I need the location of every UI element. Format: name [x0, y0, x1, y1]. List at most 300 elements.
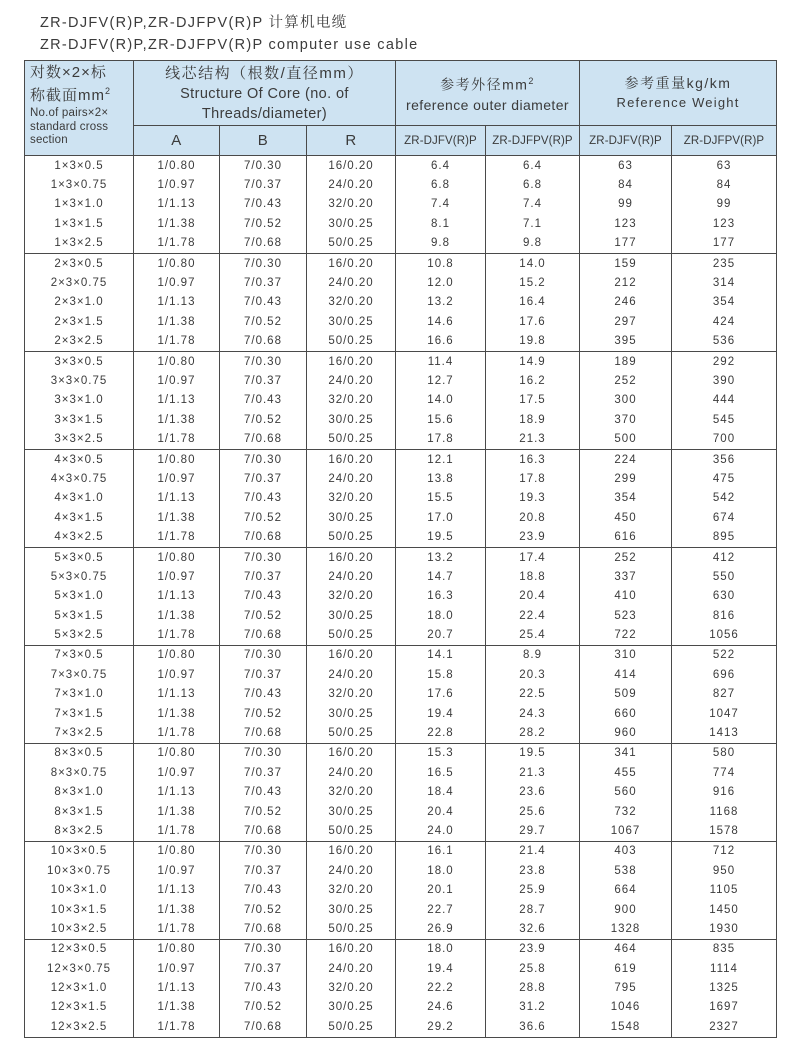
table-row — [25, 567, 777, 586]
cell-wt-zr-djfv: 509 — [580, 685, 672, 704]
cell-od-zr-djfpv: 17.6 — [486, 312, 580, 331]
cell-wt-zr-djfpv: 1578 — [672, 821, 777, 841]
cell-wt-zr-djfpv: 99 — [672, 195, 777, 214]
cell-pairs-cross-section: 8×3×2.5 — [25, 821, 134, 841]
cell-pairs-cross-section: 10×3×1.0 — [25, 880, 134, 899]
table-row — [25, 959, 777, 978]
cable-spec-table — [24, 60, 777, 1038]
cell-structure-b: 7/0.52 — [220, 508, 307, 527]
table-row — [25, 273, 777, 292]
cell-od-zr-djfpv: 28.8 — [486, 978, 580, 997]
spec-group — [25, 841, 777, 939]
cell-pairs-cross-section: 4×3×0.75 — [25, 469, 134, 488]
cell-wt-zr-djfv: 538 — [580, 861, 672, 880]
cell-structure-r: 50/0.25 — [307, 234, 396, 254]
cell-structure-a: 1/0.80 — [134, 156, 220, 176]
cell-wt-zr-djfpv: 545 — [672, 410, 777, 429]
table-header — [25, 61, 777, 156]
cell-od-zr-djfv: 15.5 — [396, 489, 486, 508]
table-row — [25, 351, 777, 371]
cell-od-zr-djfv: 19.5 — [396, 527, 486, 547]
cell-pairs-cross-section: 1×3×0.75 — [25, 175, 134, 194]
cell-structure-r: 32/0.20 — [307, 783, 396, 802]
cell-wt-zr-djfpv: 950 — [672, 861, 777, 880]
table-row — [25, 469, 777, 488]
cell-structure-a: 1/0.80 — [134, 351, 220, 371]
cell-od-zr-djfv: 9.8 — [396, 234, 486, 254]
cell-pairs-cross-section: 7×3×2.5 — [25, 723, 134, 743]
table-row — [25, 645, 777, 665]
cell-od-zr-djfpv: 16.4 — [486, 293, 580, 312]
cell-structure-r: 50/0.25 — [307, 429, 396, 449]
spec-group — [25, 449, 777, 547]
cell-structure-a: 1/1.13 — [134, 293, 220, 312]
cell-structure-b: 7/0.30 — [220, 547, 307, 567]
subheader-od-zr-djfpv: ZR-DJFPV(R)P — [486, 126, 580, 156]
cell-structure-a: 1/1.38 — [134, 214, 220, 233]
cell-wt-zr-djfv: 224 — [580, 449, 672, 469]
cell-structure-b: 7/0.52 — [220, 998, 307, 1017]
cell-wt-zr-djfpv: 424 — [672, 312, 777, 331]
table-row — [25, 743, 777, 763]
cell-structure-a: 1/1.13 — [134, 685, 220, 704]
cell-pairs-cross-section: 8×3×0.5 — [25, 743, 134, 763]
cell-pairs-cross-section: 7×3×1.0 — [25, 685, 134, 704]
cell-structure-b: 7/0.30 — [220, 743, 307, 763]
cell-pairs-cross-section: 10×3×0.5 — [25, 841, 134, 861]
cell-wt-zr-djfv: 246 — [580, 293, 672, 312]
cell-structure-a: 1/1.78 — [134, 234, 220, 254]
table-row — [25, 939, 777, 959]
cell-structure-a: 1/1.13 — [134, 587, 220, 606]
cell-structure-r: 30/0.25 — [307, 704, 396, 723]
cell-od-zr-djfpv: 21.3 — [486, 763, 580, 782]
table-row — [25, 449, 777, 469]
cell-od-zr-djfpv: 17.5 — [486, 391, 580, 410]
table-row — [25, 371, 777, 390]
cell-structure-a: 1/0.80 — [134, 253, 220, 273]
cell-wt-zr-djfv: 1067 — [580, 821, 672, 841]
table-row — [25, 214, 777, 233]
cell-wt-zr-djfpv: 390 — [672, 371, 777, 390]
cell-od-zr-djfv: 22.7 — [396, 900, 486, 919]
spec-group — [25, 547, 777, 645]
cell-structure-b: 7/0.30 — [220, 449, 307, 469]
cell-structure-r: 32/0.20 — [307, 391, 396, 410]
cell-structure-a: 1/1.13 — [134, 978, 220, 997]
cell-od-zr-djfpv: 32.6 — [486, 919, 580, 939]
cell-pairs-cross-section: 8×3×0.75 — [25, 763, 134, 782]
cell-structure-b: 7/0.37 — [220, 959, 307, 978]
cell-wt-zr-djfpv: 1325 — [672, 978, 777, 997]
cell-od-zr-djfpv: 21.3 — [486, 429, 580, 449]
cell-od-zr-djfv: 20.1 — [396, 880, 486, 899]
spec-group — [25, 156, 777, 254]
cell-od-zr-djfpv: 23.8 — [486, 861, 580, 880]
cell-wt-zr-djfpv: 123 — [672, 214, 777, 233]
cell-structure-a: 1/1.78 — [134, 821, 220, 841]
cell-od-zr-djfv: 16.6 — [396, 332, 486, 352]
table-row — [25, 821, 777, 841]
cell-od-zr-djfpv: 25.4 — [486, 625, 580, 645]
cell-structure-r: 50/0.25 — [307, 821, 396, 841]
cell-wt-zr-djfv: 410 — [580, 587, 672, 606]
cell-structure-r: 30/0.25 — [307, 998, 396, 1017]
cell-wt-zr-djfpv: 1413 — [672, 723, 777, 743]
cell-wt-zr-djfpv: 580 — [672, 743, 777, 763]
cell-structure-r: 16/0.20 — [307, 939, 396, 959]
cell-wt-zr-djfv: 732 — [580, 802, 672, 821]
cell-structure-r: 32/0.20 — [307, 685, 396, 704]
cell-od-zr-djfv: 16.3 — [396, 587, 486, 606]
cell-pairs-cross-section: 10×3×2.5 — [25, 919, 134, 939]
cell-wt-zr-djfv: 403 — [580, 841, 672, 861]
table-row — [25, 861, 777, 880]
cell-structure-a: 1/0.80 — [134, 939, 220, 959]
cell-od-zr-djfpv: 14.9 — [486, 351, 580, 371]
cell-wt-zr-djfpv: 916 — [672, 783, 777, 802]
cell-od-zr-djfpv: 17.4 — [486, 547, 580, 567]
table-row — [25, 508, 777, 527]
cell-structure-b: 7/0.43 — [220, 978, 307, 997]
cell-od-zr-djfv: 13.2 — [396, 547, 486, 567]
cell-pairs-cross-section: 8×3×1.0 — [25, 783, 134, 802]
cell-od-zr-djfpv: 22.4 — [486, 606, 580, 625]
cell-structure-a: 1/1.38 — [134, 312, 220, 331]
header-od-zh: 参考外径$mm^2$ — [440, 76, 535, 93]
cell-pairs-cross-section: 1×3×1.5 — [25, 214, 134, 233]
cell-structure-b: 7/0.43 — [220, 391, 307, 410]
cell-od-zr-djfv: 15.8 — [396, 665, 486, 684]
cell-structure-a: 1/0.97 — [134, 273, 220, 292]
cell-od-zr-djfpv: 20.8 — [486, 508, 580, 527]
cell-structure-r: 50/0.25 — [307, 625, 396, 645]
cell-od-zr-djfv: 18.0 — [396, 861, 486, 880]
cell-structure-r: 32/0.20 — [307, 880, 396, 899]
cell-structure-a: 1/1.78 — [134, 527, 220, 547]
cell-structure-a: 1/0.97 — [134, 763, 220, 782]
table-row — [25, 880, 777, 899]
cell-od-zr-djfpv: 7.4 — [486, 195, 580, 214]
cell-od-zr-djfpv: 20.3 — [486, 665, 580, 684]
cell-structure-b: 7/0.37 — [220, 175, 307, 194]
cell-od-zr-djfv: 14.6 — [396, 312, 486, 331]
cell-od-zr-djfv: 15.3 — [396, 743, 486, 763]
cell-wt-zr-djfv: 341 — [580, 743, 672, 763]
cell-structure-a: 1/0.97 — [134, 959, 220, 978]
cell-structure-a: 1/1.78 — [134, 625, 220, 645]
cell-structure-r: 30/0.25 — [307, 508, 396, 527]
cell-pairs-cross-section: 3×3×0.75 — [25, 371, 134, 390]
cell-pairs-cross-section: 12×3×2.5 — [25, 1017, 134, 1037]
cell-pairs-cross-section: 3×3×0.5 — [25, 351, 134, 371]
cell-structure-a: 1/1.13 — [134, 391, 220, 410]
cell-structure-r: 32/0.20 — [307, 195, 396, 214]
cell-wt-zr-djfpv: 712 — [672, 841, 777, 861]
cell-wt-zr-djfv: 616 — [580, 527, 672, 547]
table-row — [25, 587, 777, 606]
cell-wt-zr-djfv: 370 — [580, 410, 672, 429]
page-title-zh: ZR-DJFV(R)P,ZR-DJFPV(R)P 计算机电缆 — [40, 15, 348, 31]
cell-structure-r: 32/0.20 — [307, 587, 396, 606]
cell-pairs-cross-section: 12×3×0.75 — [25, 959, 134, 978]
header-reference-weight — [580, 61, 777, 126]
cell-wt-zr-djfv: 795 — [580, 978, 672, 997]
table-row — [25, 723, 777, 743]
cell-od-zr-djfv: 17.6 — [396, 685, 486, 704]
cell-wt-zr-djfv: 310 — [580, 645, 672, 665]
cell-structure-a: 1/1.38 — [134, 606, 220, 625]
cell-pairs-cross-section: 2×3×0.75 — [25, 273, 134, 292]
cell-structure-b: 7/0.68 — [220, 332, 307, 352]
cell-wt-zr-djfv: 252 — [580, 371, 672, 390]
cell-structure-r: 50/0.25 — [307, 723, 396, 743]
table-row — [25, 783, 777, 802]
cell-structure-b: 7/0.43 — [220, 195, 307, 214]
cell-wt-zr-djfpv: 522 — [672, 645, 777, 665]
cell-structure-b: 7/0.52 — [220, 900, 307, 919]
cell-od-zr-djfv: 6.4 — [396, 156, 486, 176]
cell-structure-b: 7/0.52 — [220, 410, 307, 429]
cell-wt-zr-djfpv: 827 — [672, 685, 777, 704]
cell-structure-r: 32/0.20 — [307, 978, 396, 997]
cell-od-zr-djfpv: 25.6 — [486, 802, 580, 821]
cell-od-zr-djfpv: 23.6 — [486, 783, 580, 802]
table-row — [25, 253, 777, 273]
cell-wt-zr-djfpv: 412 — [672, 547, 777, 567]
cell-structure-b: 7/0.30 — [220, 841, 307, 861]
cell-structure-a: 1/0.97 — [134, 567, 220, 586]
cell-od-zr-djfv: 12.7 — [396, 371, 486, 390]
cell-structure-b: 7/0.30 — [220, 645, 307, 665]
table-row — [25, 429, 777, 449]
cell-wt-zr-djfv: 84 — [580, 175, 672, 194]
cell-structure-r: 30/0.25 — [307, 312, 396, 331]
cell-wt-zr-djfpv: 696 — [672, 665, 777, 684]
cell-structure-r: 24/0.20 — [307, 567, 396, 586]
cell-od-zr-djfv: 22.2 — [396, 978, 486, 997]
cell-structure-b: 7/0.30 — [220, 253, 307, 273]
cell-structure-a: 1/1.13 — [134, 880, 220, 899]
table-row — [25, 704, 777, 723]
table-row — [25, 606, 777, 625]
cell-od-zr-djfpv: 22.5 — [486, 685, 580, 704]
cell-structure-r: 30/0.25 — [307, 900, 396, 919]
cell-pairs-cross-section: 7×3×0.75 — [25, 665, 134, 684]
cell-structure-b: 7/0.52 — [220, 606, 307, 625]
cell-structure-r: 30/0.25 — [307, 606, 396, 625]
header-structure-zh: 线芯结构（根数/直径mm） — [165, 64, 364, 82]
cell-pairs-cross-section: 2×3×2.5 — [25, 332, 134, 352]
cell-od-zr-djfv: 13.8 — [396, 469, 486, 488]
cell-od-zr-djfv: 6.8 — [396, 175, 486, 194]
cell-structure-r: 50/0.25 — [307, 332, 396, 352]
cell-structure-r: 24/0.20 — [307, 175, 396, 194]
cell-od-zr-djfpv: 23.9 — [486, 527, 580, 547]
cell-wt-zr-djfpv: 1930 — [672, 919, 777, 939]
table-row — [25, 978, 777, 997]
cell-wt-zr-djfv: 500 — [580, 429, 672, 449]
cell-pairs-cross-section: 3×3×1.0 — [25, 391, 134, 410]
cell-structure-b: 7/0.68 — [220, 1017, 307, 1037]
cell-structure-b: 7/0.52 — [220, 704, 307, 723]
cell-pairs-cross-section: 10×3×1.5 — [25, 900, 134, 919]
cell-od-zr-djfv: 7.4 — [396, 195, 486, 214]
cell-wt-zr-djfpv: 1047 — [672, 704, 777, 723]
table-row — [25, 625, 777, 645]
cell-pairs-cross-section: 5×3×1.0 — [25, 587, 134, 606]
cell-wt-zr-djfpv: 835 — [672, 939, 777, 959]
header-pairs-zh: 对数×2×标 称截面$mm^2$ — [30, 64, 112, 104]
subheader-wt-zr-djfv: ZR-DJFV(R)P — [580, 126, 672, 156]
cell-od-zr-djfv: 18.0 — [396, 939, 486, 959]
cell-structure-r: 16/0.20 — [307, 743, 396, 763]
cell-od-zr-djfv: 17.0 — [396, 508, 486, 527]
cell-structure-a: 1/1.38 — [134, 410, 220, 429]
header-outer-diameter — [396, 61, 580, 126]
cell-pairs-cross-section: 7×3×1.5 — [25, 704, 134, 723]
subheader-od-zr-djfv: ZR-DJFV(R)P — [396, 126, 486, 156]
cell-wt-zr-djfv: 560 — [580, 783, 672, 802]
header-structure-en: Structure Of Core (no. of Threads/diameter) — [180, 85, 349, 122]
cell-pairs-cross-section: 2×3×1.5 — [25, 312, 134, 331]
cell-structure-b: 7/0.52 — [220, 802, 307, 821]
table-row — [25, 763, 777, 782]
cell-structure-a: 1/0.80 — [134, 743, 220, 763]
cell-structure-a: 1/0.80 — [134, 547, 220, 567]
cell-od-zr-djfv: 17.8 — [396, 429, 486, 449]
table-row — [25, 332, 777, 352]
cell-structure-b: 7/0.68 — [220, 625, 307, 645]
cell-structure-r: 30/0.25 — [307, 802, 396, 821]
cell-structure-b: 7/0.37 — [220, 665, 307, 684]
cell-structure-r: 24/0.20 — [307, 959, 396, 978]
subheader-r: R — [307, 126, 396, 156]
cell-structure-r: 30/0.25 — [307, 410, 396, 429]
cell-structure-b: 7/0.68 — [220, 527, 307, 547]
cell-od-zr-djfpv: 28.2 — [486, 723, 580, 743]
cell-structure-r: 50/0.25 — [307, 1017, 396, 1037]
table-row — [25, 391, 777, 410]
table-row — [25, 547, 777, 567]
cell-structure-a: 1/1.78 — [134, 1017, 220, 1037]
cell-od-zr-djfpv: 25.9 — [486, 880, 580, 899]
cell-structure-b: 7/0.30 — [220, 939, 307, 959]
cell-od-zr-djfv: 10.8 — [396, 253, 486, 273]
cell-od-zr-djfv: 20.4 — [396, 802, 486, 821]
cell-od-zr-djfpv: 25.8 — [486, 959, 580, 978]
cell-od-zr-djfpv: 9.8 — [486, 234, 580, 254]
cell-od-zr-djfpv: 23.9 — [486, 939, 580, 959]
cell-od-zr-djfpv: 15.2 — [486, 273, 580, 292]
table-row — [25, 195, 777, 214]
cell-od-zr-djfv: 12.1 — [396, 449, 486, 469]
cell-structure-a: 1/1.13 — [134, 783, 220, 802]
cell-wt-zr-djfpv: 630 — [672, 587, 777, 606]
cell-od-zr-djfv: 14.7 — [396, 567, 486, 586]
cell-structure-r: 16/0.20 — [307, 253, 396, 273]
cell-structure-r: 30/0.25 — [307, 214, 396, 233]
subheader-a: A — [134, 126, 220, 156]
cell-od-zr-djfv: 20.7 — [396, 625, 486, 645]
cell-structure-b: 7/0.37 — [220, 469, 307, 488]
cell-structure-a: 1/0.80 — [134, 449, 220, 469]
cell-od-zr-djfpv: 19.5 — [486, 743, 580, 763]
cell-wt-zr-djfpv: 1697 — [672, 998, 777, 1017]
cell-structure-a: 1/1.38 — [134, 508, 220, 527]
cell-wt-zr-djfpv: 700 — [672, 429, 777, 449]
cell-od-zr-djfpv: 18.9 — [486, 410, 580, 429]
cell-wt-zr-djfpv: 1168 — [672, 802, 777, 821]
cell-od-zr-djfv: 12.0 — [396, 273, 486, 292]
cell-structure-b: 7/0.43 — [220, 293, 307, 312]
cell-od-zr-djfv: 15.6 — [396, 410, 486, 429]
cell-od-zr-djfv: 29.2 — [396, 1017, 486, 1037]
cell-structure-b: 7/0.43 — [220, 880, 307, 899]
title-block — [40, 12, 418, 56]
cell-wt-zr-djfpv: 356 — [672, 449, 777, 469]
cell-od-zr-djfpv: 28.7 — [486, 900, 580, 919]
spec-group — [25, 939, 777, 1037]
cell-structure-b: 7/0.68 — [220, 723, 307, 743]
cell-od-zr-djfv: 22.8 — [396, 723, 486, 743]
cell-structure-r: 24/0.20 — [307, 371, 396, 390]
header-structure-of-core — [134, 61, 396, 126]
cell-wt-zr-djfpv: 1114 — [672, 959, 777, 978]
cell-structure-b: 7/0.52 — [220, 214, 307, 233]
header-pairs-en: No.of pairs×2× standard cross section — [30, 107, 109, 146]
cell-structure-r: 24/0.20 — [307, 665, 396, 684]
cell-wt-zr-djfv: 297 — [580, 312, 672, 331]
cell-wt-zr-djfv: 464 — [580, 939, 672, 959]
spec-group — [25, 743, 777, 841]
cell-wt-zr-djfv: 664 — [580, 880, 672, 899]
subheader-b: B — [220, 126, 307, 156]
cell-structure-a: 1/1.38 — [134, 900, 220, 919]
cell-wt-zr-djfv: 455 — [580, 763, 672, 782]
cell-od-zr-djfpv: 14.0 — [486, 253, 580, 273]
cell-pairs-cross-section: 12×3×1.5 — [25, 998, 134, 1017]
table-row — [25, 293, 777, 312]
cell-wt-zr-djfpv: 314 — [672, 273, 777, 292]
cell-od-zr-djfpv: 16.2 — [486, 371, 580, 390]
cell-structure-b: 7/0.37 — [220, 273, 307, 292]
spec-group — [25, 253, 777, 351]
cell-wt-zr-djfpv: 235 — [672, 253, 777, 273]
cell-pairs-cross-section: 8×3×1.5 — [25, 802, 134, 821]
cell-pairs-cross-section: 3×3×2.5 — [25, 429, 134, 449]
cell-structure-a: 1/1.78 — [134, 919, 220, 939]
cell-pairs-cross-section: 1×3×2.5 — [25, 234, 134, 254]
cell-pairs-cross-section: 3×3×1.5 — [25, 410, 134, 429]
header-od-en: reference outer diameter — [406, 96, 569, 113]
cell-structure-r: 16/0.20 — [307, 547, 396, 567]
cell-structure-r: 24/0.20 — [307, 469, 396, 488]
cell-wt-zr-djfv: 414 — [580, 665, 672, 684]
cell-structure-a: 1/1.78 — [134, 723, 220, 743]
table-row — [25, 919, 777, 939]
cell-structure-a: 1/1.38 — [134, 802, 220, 821]
cell-pairs-cross-section: 7×3×0.5 — [25, 645, 134, 665]
cell-structure-a: 1/1.38 — [134, 998, 220, 1017]
cell-structure-r: 16/0.20 — [307, 645, 396, 665]
cell-wt-zr-djfv: 123 — [580, 214, 672, 233]
header-pairs-cross-section — [25, 61, 134, 156]
table-row — [25, 156, 777, 176]
table-row — [25, 527, 777, 547]
cell-wt-zr-djfpv: 63 — [672, 156, 777, 176]
cell-od-zr-djfpv: 21.4 — [486, 841, 580, 861]
